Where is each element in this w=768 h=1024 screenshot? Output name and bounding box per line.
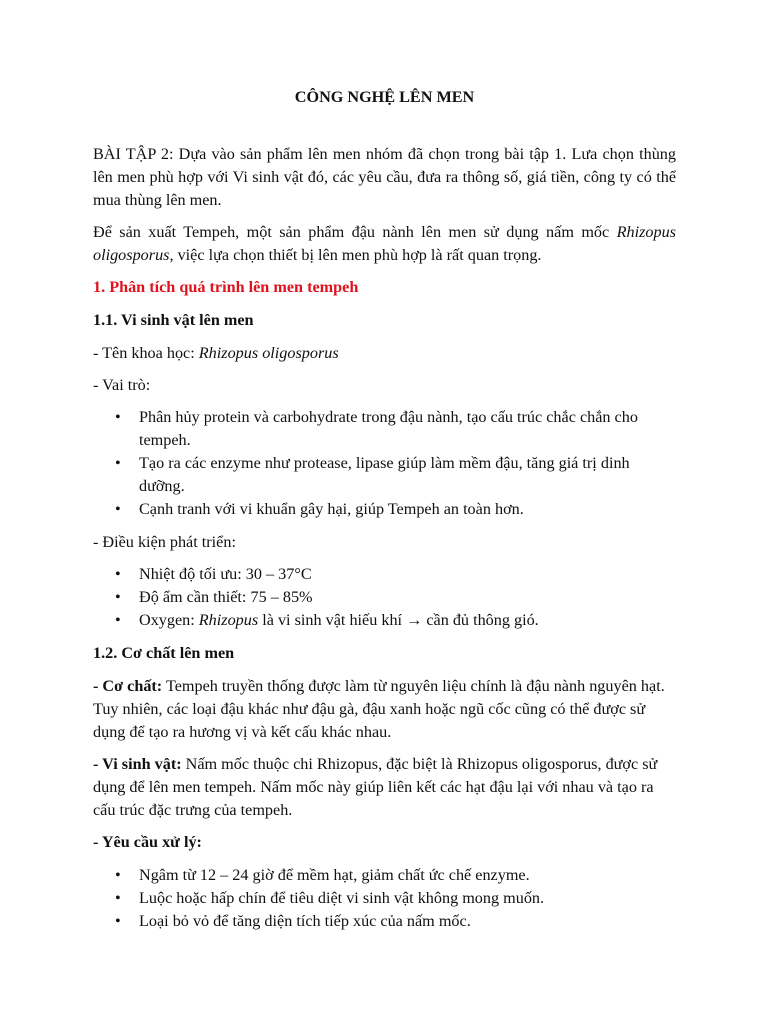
processing-label: - Yêu cầu xử lý: (93, 833, 202, 851)
microbe-text: Nấm mốc thuộc chi Rhizopus, đặc biệt là Rhizopus oligosporus, được sử dụng để lên men tempeh. Nấm mốc này giúp liên kết các hạt đậu lại với nhau và tạo ra cấu trúc đặc trưng của tempeh. (93, 755, 658, 819)
oxygen-suffix: là vi sinh vật hiếu khí → cần đủ thông gió. (258, 611, 539, 629)
list-item (93, 609, 676, 632)
bullet-icon: • (115, 866, 121, 884)
list-item (93, 586, 676, 609)
bullet-icon: • (115, 889, 121, 907)
bullet-icon: • (115, 500, 121, 518)
substrate-paragraph (93, 675, 676, 744)
list-item (93, 406, 676, 452)
assignment-paragraph: BÀI TẬP 2: Dựa vào sản phẩm lên men nhóm đã chọn trong bài tập 1. Lưa chọn thùng lên men phù hợp với Vi sinh vật đó, các yêu cầu, đưa ra thông số, giá tiền, công ty có thể mua thùng lên men. (93, 145, 676, 209)
role-item-text: Cạnh tranh với vi khuẩn gây hại, giúp Tempeh an toàn hơn. (139, 500, 524, 518)
conditions-label: - Điều kiện phát triển: (93, 533, 236, 551)
list-item (93, 910, 676, 933)
bullet-icon: • (115, 588, 121, 606)
oxygen-prefix: Oxygen: (139, 611, 199, 629)
scientific-name: Rhizopus oligosporus (198, 344, 339, 362)
list-item (93, 498, 676, 521)
substrate-text: Tempeh truyền thống được làm từ nguyên liệu chính là đậu nành nguyên hạt. Tuy nhiên, các loại đậu khác như đậu gà, đậu xanh hoặc ngũ cốc cũng có thể được sử dụng để tạo ra hương vị và kết cấu khác nhau. (93, 677, 665, 741)
bullet-icon: • (115, 912, 121, 930)
intro-species: Rhizopus oligosporus (93, 223, 676, 264)
role-item-text: Phân hủy protein và carbohydrate trong đậu nành, tạo cấu trúc chắc chắn cho tempeh. (139, 408, 638, 449)
list-item (93, 563, 676, 586)
section-1-heading: 1. Phân tích quá trình lên men tempeh (93, 278, 359, 296)
role-label: - Vai trò: (93, 376, 151, 394)
scientific-name-line (93, 342, 676, 365)
bullet-icon: • (115, 408, 121, 426)
bullet-icon: • (115, 454, 121, 472)
processing-list (93, 864, 676, 933)
list-item (93, 452, 676, 498)
intro-text-2: , việc lựa chọn thiết bị lên men phù hợp là rất quan trọng. (169, 246, 542, 264)
processing-item-text: Luộc hoặc hấp chín để tiêu diệt vi sinh vật không mong muốn. (139, 889, 545, 907)
scientific-name-label: - Tên khoa học: (93, 344, 199, 362)
microbe-paragraph (93, 753, 676, 822)
section-1-2-heading: 1.2. Cơ chất lên men (93, 644, 235, 662)
intro-paragraph (93, 221, 676, 267)
processing-item-text: Ngâm từ 12 – 24 giờ để mềm hạt, giảm chất ức chế enzyme. (139, 866, 530, 884)
role-list (93, 406, 676, 521)
bullet-icon: • (115, 565, 121, 583)
processing-item-text: Loại bỏ vỏ để tăng diện tích tiếp xúc của nấm mốc. (139, 912, 471, 930)
condition-item-text: Nhiệt độ tối ưu: 30 – 37°C (139, 565, 312, 583)
list-item (93, 864, 676, 887)
condition-item-text: Độ ẩm cần thiết: 75 – 85% (139, 588, 313, 606)
conditions-list (93, 563, 676, 632)
document-title: CÔNG NGHỆ LÊN MEN (294, 88, 475, 106)
intro-text-1: Để sản xuất Tempeh, một sản phẩm đậu nành lên men sử dụng nấm mốc (93, 223, 617, 241)
oxygen-genus: Rhizopus (198, 611, 259, 629)
microbe-label: - Vi sinh vật: (93, 755, 182, 773)
bullet-icon: • (115, 611, 121, 629)
role-item-text: Tạo ra các enzyme như protease, lipase giúp làm mềm đậu, tăng giá trị dinh dưỡng. (139, 454, 630, 495)
list-item (93, 887, 676, 910)
section-1-1-heading: 1.1. Vi sinh vật lên men (93, 311, 254, 329)
substrate-label: - Cơ chất: (93, 677, 163, 695)
